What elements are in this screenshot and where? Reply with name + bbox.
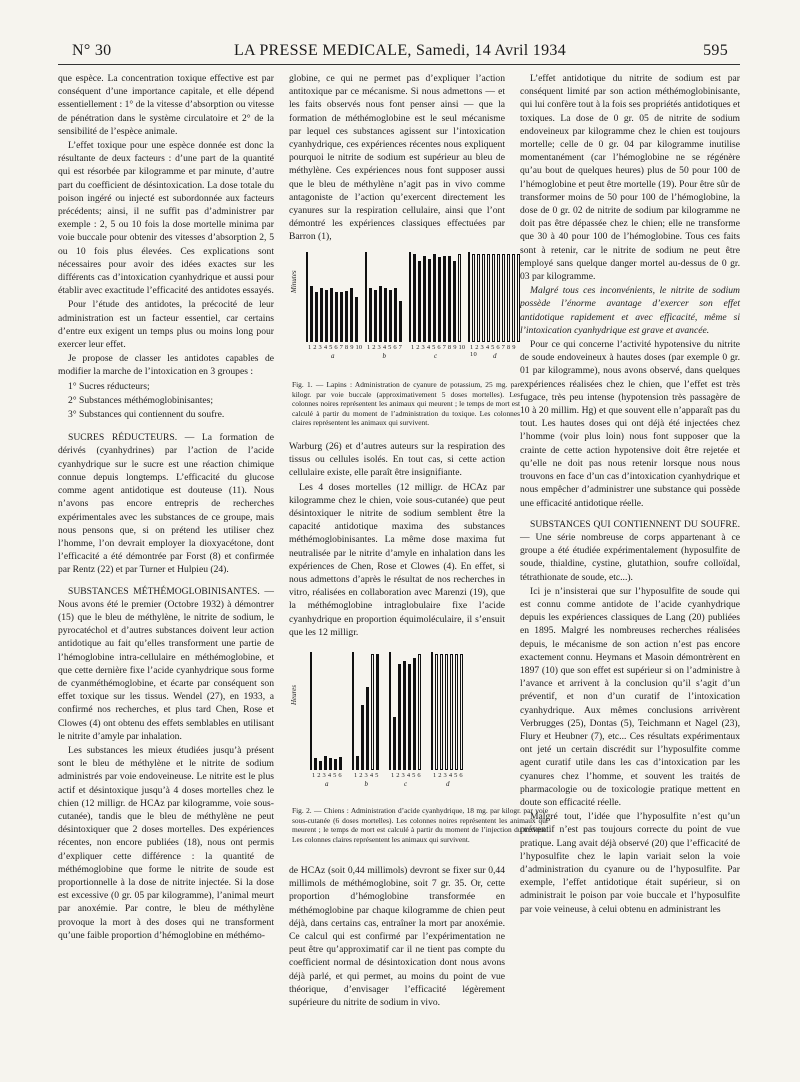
figure-bar-group [431, 652, 465, 770]
page-number: 595 [703, 42, 728, 59]
figure-tick-labels: 1 2 3 4 5 [354, 772, 379, 779]
figure-bar [350, 288, 353, 342]
figure-bar [374, 290, 377, 342]
figure-bar [435, 654, 438, 770]
list-item: 2° Substances méthémoglobinisantes; [68, 394, 214, 406]
figure-bar [448, 256, 451, 342]
paragraph: Warburg (26) et d’autres auteurs sur la respiration des tissus ou cellules isolés. En tout cas, si cette action cellulaire existe, elle paraît être insignifiante. [289, 441, 505, 479]
list-item: 3° Substances qui contiennent du soufre. [68, 409, 225, 421]
figure-bar-group [389, 652, 423, 770]
figure-bar [408, 664, 411, 770]
figure-bar [379, 286, 382, 342]
paragraph: Les 4 doses mortelles (12 milligr. de HCAz par kilogramme chez le chien, voie sous-cutanée) que peut désintoxiquer le nitrite de sodium semblent être la capacité antidotique maxima des substances méthémoglobinisantes. La même dose maxima fut neutralisée par le nitrite d’amyle en inhalation dans les expériences de Chen, Rose et Clowes (4). En effet, si nous admettons d’après le résultat de nos recherches in vitro, réalisées en collaboration avec Marenzi (19), que la méthémoglobine intraglobulaire fixe l’acide cyanhydrique en proportion équimoléculaire, il s’ensuit que les 12 milligr. [289, 481, 505, 638]
page-header [72, 38, 728, 60]
figure-bar [394, 288, 397, 342]
figure-bar [393, 717, 396, 770]
column-3 [520, 72, 740, 917]
column-2-bottom [289, 864, 505, 1010]
figure-bar [384, 288, 387, 342]
figure-axis [306, 252, 308, 342]
figure-bar [324, 756, 327, 770]
figure-2-chart [290, 652, 550, 788]
figure-bar [334, 759, 337, 770]
figure-bar [453, 261, 456, 342]
issue-number: N° 30 [72, 42, 112, 59]
figure-group-label: a [331, 352, 335, 360]
figure-bar [482, 254, 485, 342]
paragraph: Malgré tout, l’idée que l’hyposulfite n’est qu’un préventif n’est pas toujours correcte du point de vue pratique. Lang avait déjà observé (20) que l’efficacité de l’hyposulfite chez le lapin variait selon la voie d’administration du cyanure ou de l’hyposulfite. Par exemple, l’effet antidotique était supérieur, si on administrait le poison par voie buccale et l’hyposulfite par voie veineuse, à celui obtenu en administrant les [520, 811, 740, 915]
figure-bar [339, 757, 342, 770]
figure-axis [431, 652, 433, 770]
figure-bar [320, 288, 323, 342]
figure-bar [502, 254, 505, 342]
figure-axis [409, 252, 411, 342]
figure-axis [365, 252, 367, 342]
figure-group-label: c [434, 352, 438, 360]
figure-bar [423, 256, 426, 342]
figure-bar [335, 292, 338, 342]
figure-bar [399, 301, 402, 342]
figure-group-label: b [364, 780, 368, 788]
figure-bar [356, 756, 359, 770]
figure-bar [330, 288, 333, 342]
paragraph: Pour ce qui concerne l’activité hypotensive du nitrite de soude endoveineux à hautes doses (par exemple 0 gr. 01 par kilogramme), nous avons observé, dans quelques expériences réalisées chez le chien, que l’effet est très fugace, très peu intense (hypotension très passagère de 10 à 20 millim. Hg) et que souvent elle n’apparaît pas du tout. Les hautes doses qui ont déjà été injectées chez l’homme (voir plus loin) nous font supposer que la crainte de cette action hypotensive doit être rejetée et qu’elle ne doit pas nous retenir lorsque nous nous trouvons en face d’un cas d’intoxication cyanhydrique et nous empêcher d’administrer une substance qui possède une efficacité antidotique réelle. [520, 339, 740, 509]
figure-bar-group [409, 252, 463, 342]
figure-bar [319, 761, 322, 770]
figure-group-label: d [493, 352, 497, 360]
figure-group-label: d [446, 780, 450, 788]
figure-bar [492, 254, 495, 342]
figure-bar [418, 261, 421, 342]
figure-bar [310, 286, 313, 342]
paragraph: globine, ce qui ne permet pas d’expliquer l’action antitoxique par ce mécanisme. Si nous admettons — et les faits observés nous font penser ainsi — que la formation de méthémoglobine est le seul mécanisme par lequel ces substances agissent sur l’intoxication cyanhydrique, ces expériences récentes nous expliquent pourquoi le nitrite de sodium est supérieur au bleu de méthylène. Ces expériences nous font supposer aussi que le bleu de méthylène n’agit pas in vivo comme antagoniste de l’action qu’exercent directement les cyanures sur la respiration cellulaire, ainsi que l’ont démontré les expériences classiques effectuées par Barron (1), [289, 73, 505, 243]
column-2-top [289, 72, 505, 245]
figure-group-label: b [382, 352, 386, 360]
figure-bar [389, 290, 392, 342]
figure-axis [389, 652, 391, 770]
figure-group-label: c [404, 780, 408, 788]
figure-group-label: a [325, 780, 329, 788]
journal-title: LA PRESSE MEDICALE, Samedi, 14 Avril 1934 [233, 42, 566, 59]
figure-bar [413, 254, 416, 342]
figure-bar [403, 661, 406, 770]
figure-bar [376, 654, 379, 770]
figure-tick-labels: 1 2 3 4 5 6 7 8 9 10 [411, 344, 466, 351]
figure-y-label: Minutes [290, 269, 298, 293]
figure-bar [314, 758, 317, 770]
figure-bar [315, 292, 318, 342]
figure-bar [418, 654, 421, 770]
list-item: 1° Sucres réducteurs; [68, 380, 150, 392]
figure-bar [443, 256, 446, 342]
paragraph: Ici je n’insisterai que sur l’hyposulfite de soude qui est connu comme antidote de l’acide cyanhydrique depuis les expériences classiques de Lang (20) publiées en 1895. Malgré les nombreuses recherches réalisées depuis, le mécanisme de son action n’est pas encore exactement connu. Heymans et Masoin démontrèrent en 1897 (10) que son effet est supérieur si on l’administre à l’avance et arrivent à la conclusion qu’il s’agit d’un préventif, et non d’un curatif de l’intoxication cyanhydrique. Aux mêmes conclusions arrivèrent Verbrugges (25), Dontas (5), Teichmann et Nagel (23), Flury et Heubner (7), etc... Ces résultats expérimentaux ont jeté un certain discrédit sur l’hyposulfite comme agent curatif utile dans les cas d’intoxication par les cyanures chez l’homme, et souvent les traités de pharmacologie ou de toxicologie pratique mettent en doute son efficacité réelle. [520, 585, 740, 808]
figure-bar [361, 705, 364, 770]
figure-tick-labels: 1 2 3 4 5 6 [433, 772, 463, 779]
paragraph: Pour l’étude des antidotes, la précocité de leur administration est un facteur essentiel, car certains d’entre eux exigent un temps plus ou moins long pour exercer leur effet. [58, 299, 274, 351]
section-methemoglobinisantes: SUBSTANCES MÉTHÉMOGLOBINISANTES. — Nous avons été le premier (Octobre 1932) à démontrer (15) que le bleu de méthylène, le nitrite de sodium, le pyrocatéchol et d’autres substances doivent leur action antidotique au fait qu’elles transforment une partie de l’hémoglobine intra-cellulaire en méthémoglobine, et que cette dernière fixe l’acide cyanhydrique sous forme de cyanméthémoglobine, et écarte par conséquent son effet toxique sur les tissus. Wendel (27), en 1933, a confirmé nos recherches, et plus tard Chen, Rose et Clowes (4) ont obtenu des effets semblables en utilisant le nitrite d’amyle par inhalation. [58, 585, 274, 742]
figure-2-caption: Fig. 2. — Chiens : Administration d’acide cyanhydrique, 18 mg. par kilogr. par voie sous-cutanée (6 doses mortelles). Les colonnes noires représentent les animaux qui meurent ; le temps de mort est calculé à partir du moment de l’injection du toxique. Les colonnes claires représentent les animaux qui survivent. [292, 806, 548, 844]
figure-bar-group [310, 652, 344, 770]
figure-1-chart [292, 252, 520, 358]
figure-bar [329, 758, 332, 770]
section-soufre: SUBSTANCES QUI CONTIENNENT DU SOUFRE. — Une série nombreuse de corps appartenant à ce groupe a été étudiée expérimentalement (hyposulfite de soude, thialdine, cystine, glutathion, soufre colloïdal, tétrathionate de soude, etc...). [520, 518, 740, 583]
figure-tick-labels: 1 2 3 4 5 6 [391, 772, 421, 779]
paragraph: que espèce. La concentration toxique effective est par conséquent d’une importance capitale, et elle dépend essentiellement : 1° de la vitesse d’absorption ou vitesse de pénétration dans le système circulatoire et 2° de la sensibilité de l’espèce animale. [58, 73, 274, 137]
figure-tick-labels: 1 2 3 4 5 6 7 8 9 10 [470, 344, 516, 358]
paragraph: L’effet toxique pour une espèce donnée est donc la résultante de deux facteurs : d’une part de la quantité qui est résorbée par kilogramme et par minute, d’autre part du coefficient de désintoxication. La dose totale du poison ingéré ou injecté est subordonnée aux facteurs précédents; ainsi, il ne suffit pas d’administrer par exemple : 2, 5 ou 10 fois la dose mortelle minima par voie buccale pour obtenir des vitesses d’absorption 2, 5 ou 10 fois plus élevées. Ces explications sont nécessaires pour avoir des idées exactes sur les différents cas d’intoxication cyanhydrique et aussi pour établir avec exactitude l’efficacité des antidotes essayés. [58, 140, 274, 297]
figure-bar [458, 254, 461, 342]
figure-bar-group [468, 252, 522, 342]
figure-bar [497, 254, 500, 342]
column-1 [58, 72, 274, 943]
figure-bar [340, 292, 343, 342]
figure-bar [440, 654, 443, 770]
figure-bar-group [306, 252, 360, 342]
figure-bar [433, 254, 436, 342]
section-sucres: SUCRES RÉDUCTEURS. — La formation de dérivés (cyanhydrines) par l’action de l’acide cyanhydrique sur le sucre est une réaction chimique connue depuis longtemps. L’efficacité du glucose comme agent antidotique est douteuse (11). Nous n’avons pas encore entrepris de recherches expérimentales avec les substances de ce groupe, mais nous pensons que, si on prétend les utiliser chez l’homme, l’on devrait employer la dioxyacétone, dont l’efficacité a été démontrée par Forst (8) et confirmée par Rentz (22) et par Turner et Hulpieu (24). [58, 432, 274, 576]
figure-bar-group [365, 252, 404, 342]
figure-bar [450, 654, 453, 770]
figure-tick-labels: 1 2 3 4 5 6 7 8 9 10 [308, 344, 363, 351]
paragraph: de HCAz (soit 0,44 millimols) devront se fixer sur 0,44 millimols de méthémoglobine, soit 7 gr. 35. Or, cette proportion d’hémoglobine transformée en méthémoglobine par chaque kilogramme de chien peut déjà, dans certains cas, entraîner la mort par anoxémie. Ce calcul qui est confirmé par l’expérimentation ne peut être qu’approximatif car il ne tient pas compte du coefficient normal de désintoxication dont nous avons déjà parlé, et qui permet, au moins du point de vue théorique, d’envisager l’efficacité légèrement supérieure du nitrite de sodium in vivo. [289, 865, 505, 1009]
figure-bar [413, 658, 416, 770]
paragraph: Malgré tous ces inconvénients, le nitrite de sodium possède l’énorme avantage d’exercer son effet antidotique rapidement et avec efficacité, même si l’intoxication cyanhydrique est grave et avancée. [520, 285, 740, 336]
figure-bar [477, 254, 480, 342]
paragraph: L’effet antidotique du nitrite de sodium est par conséquent limité par son action méthémoglobinisante, qui lui confère tout à la fois ses propriétés antidotiques et toxiques. La dose de 0 gr. 05 de nitrite de sodium endoveineux par kilogramme chez le chien est toujours mortelle; celle de 0 gr. 04 par kilogramme inutilise momentanément (car l’hémoglobine ne se régénère qu’au bout de quelques heures) plus de 50 pour 100 de l’hémoglobine et peut être mortelle (19). Pour être sûr de transformer moins de 50 pour 100 de l’hémoglobine, la dose de 0 gr. 02 de nitrite de sodium par kilogramme ne doit pas être dépassée chez le chien; elle ne transforme que 30 à 40 pour 100 de l’hémoglobine. Tous ces faits sont à retenir, car le nitrite de sodium ne peut être employé sans quelque danger mortel au-dessus de 0 gr. 03 par kilogramme. [520, 73, 740, 283]
figure-bar [345, 291, 348, 342]
figure-bar [460, 654, 463, 770]
figure-bar-group [352, 652, 381, 770]
figure-bar [325, 290, 328, 342]
figure-tick-labels: 1 2 3 4 5 6 [312, 772, 342, 779]
paragraph: Je propose de classer les antidotes capables de modifier la marche de l’intoxication en 3 groupes : [58, 353, 274, 378]
figure-bar [438, 257, 441, 342]
figure-bar [428, 259, 431, 342]
header-rule [58, 64, 740, 65]
figure-y-label: Heures [290, 685, 298, 706]
figure-bar [371, 654, 374, 770]
figure-bar [507, 254, 510, 342]
column-2-middle [289, 440, 505, 640]
paragraph: Les substances les mieux étudiées jusqu’à présent sont le bleu de méthylène et le nitrite de sodium administrés par voie endoveineuse. Le nitrite est le plus actif et désintoxique jusqu’à 4 doses mortelles chez le chien (12 milligr. de HCAz par kilogramme, voie sous-cutanée), tandis que le bleu de méthylène ne peut désintoxiquer que 2 doses mortelles. Des expériences récentes, non encore publiées (18), nous ont permis d’expliquer cette différence : la quantité de méthémoglobine que forme le nitrite de soude est proportionnelle à la dose de nitrite injectée. Si la dose est excessive (0 gr. 05 par kilogramme), l’animal meurt par anoxémie. Par contre, le bleu de méthylène provoque la mort à des doses qui ne transforment qu’une faible proportion d’hémoglobine en méthémo- [58, 744, 274, 941]
figure-bar [445, 654, 448, 770]
figure-tick-labels: 1 2 3 4 5 6 7 [367, 344, 403, 351]
figure-bar [398, 664, 401, 770]
figure-axis [468, 252, 470, 342]
figure-axis [352, 652, 354, 770]
figure-bar [487, 254, 490, 342]
figure-bar [366, 687, 369, 770]
figure-bar [369, 288, 372, 342]
figure-bar [472, 254, 475, 342]
figure-axis [310, 652, 312, 770]
figure-1-caption: Fig. 1. — Lapins : Administration de cyanure de potassium, 25 mg. par kilogr. par voie buccale (approximativement 5 doses mortelles). Les colonnes noires représentent les animaux qui meurent ; le temps de mort est calculé à partir du moment de l’administration du toxique. Les colonnes claires représentent les animaux qui survivent. [292, 380, 520, 428]
figure-bar [512, 254, 515, 342]
figure-bar [355, 297, 358, 342]
figure-bar [455, 654, 458, 770]
